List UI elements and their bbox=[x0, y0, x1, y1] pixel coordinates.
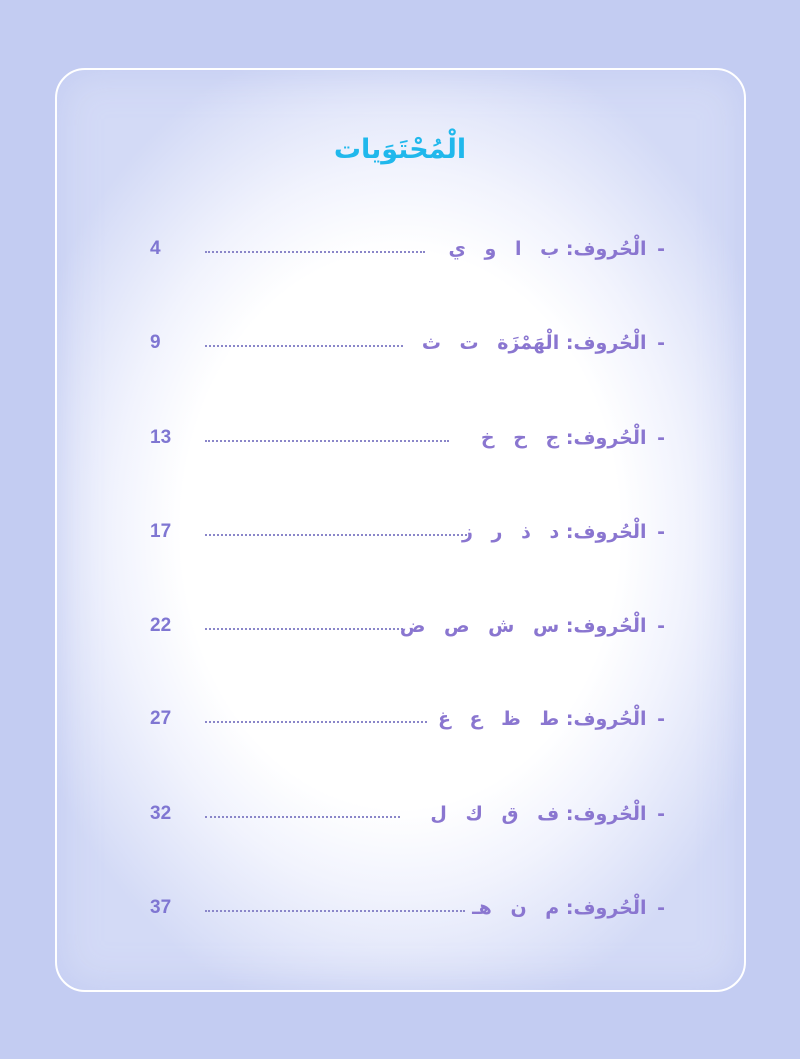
toc-dot-leader bbox=[205, 251, 425, 253]
toc-dot-leader bbox=[205, 534, 467, 536]
toc-row[interactable] bbox=[150, 608, 665, 644]
toc-page-number: 13 bbox=[150, 427, 172, 448]
toc-dash: - bbox=[657, 332, 665, 354]
toc-letters: ط ظ ع غ bbox=[437, 708, 560, 730]
toc-row[interactable] bbox=[150, 325, 665, 361]
toc-letters: ج ح خ bbox=[480, 427, 560, 449]
toc-dash: - bbox=[657, 897, 665, 919]
toc-dot-leader bbox=[205, 816, 400, 818]
toc-page-number: 37 bbox=[150, 897, 172, 918]
toc-entry bbox=[400, 608, 665, 644]
toc-label: الْحُروف: bbox=[565, 521, 647, 543]
toc-label: الْحُروف: bbox=[565, 615, 647, 637]
toc-dash: - bbox=[657, 615, 665, 637]
toc-page-number: 22 bbox=[150, 615, 172, 636]
toc-label: الْحُروف: bbox=[565, 897, 647, 919]
toc-entry bbox=[462, 514, 665, 550]
toc-letters: ب ا و ي bbox=[448, 238, 560, 260]
toc-page-number: 17 bbox=[150, 521, 172, 542]
toc-dot-leader bbox=[205, 721, 427, 723]
toc-dot-leader bbox=[205, 440, 449, 442]
toc-entry bbox=[438, 701, 665, 737]
toc-page-number: 9 bbox=[150, 332, 161, 353]
toc-entry bbox=[472, 890, 665, 926]
toc-row[interactable] bbox=[150, 701, 665, 737]
toc-row[interactable] bbox=[150, 231, 665, 267]
toc-row[interactable] bbox=[150, 890, 665, 926]
toc-letters: س ش ص ض bbox=[399, 615, 560, 637]
table-of-contents bbox=[150, 0, 665, 1059]
toc-dot-leader bbox=[205, 345, 403, 347]
toc-entry bbox=[430, 796, 665, 832]
toc-label: الْحُروف: bbox=[565, 332, 647, 354]
toc-dash: - bbox=[657, 708, 665, 730]
toc-dot-leader bbox=[205, 628, 403, 630]
toc-entry bbox=[422, 325, 665, 361]
toc-dot-leader bbox=[205, 910, 465, 912]
toc-dash: - bbox=[657, 803, 665, 825]
toc-row[interactable] bbox=[150, 420, 665, 456]
toc-letters: د ذ ر ز bbox=[461, 521, 560, 543]
toc-label: الْحُروف: bbox=[565, 803, 647, 825]
toc-letters: ف ق ك ل bbox=[430, 803, 560, 825]
toc-letters: الْهَمْزَة ت ث bbox=[421, 332, 560, 354]
toc-entry bbox=[449, 231, 665, 267]
toc-row[interactable] bbox=[150, 514, 665, 550]
toc-page-number: 4 bbox=[150, 238, 161, 259]
toc-label: الْحُروف: bbox=[565, 708, 647, 730]
toc-page-number: 32 bbox=[150, 803, 172, 824]
toc-label: الْحُروف: bbox=[565, 427, 647, 449]
toc-entry bbox=[481, 420, 665, 456]
toc-dash: - bbox=[657, 238, 665, 260]
toc-dash: - bbox=[657, 521, 665, 543]
toc-label: الْحُروف: bbox=[565, 238, 647, 260]
page-title: الْمُحْتَوَيات bbox=[333, 134, 467, 165]
toc-row[interactable] bbox=[150, 796, 665, 832]
toc-letters: م ن هـ bbox=[472, 897, 560, 919]
toc-page-number: 27 bbox=[150, 708, 172, 729]
toc-dash: - bbox=[657, 427, 665, 449]
